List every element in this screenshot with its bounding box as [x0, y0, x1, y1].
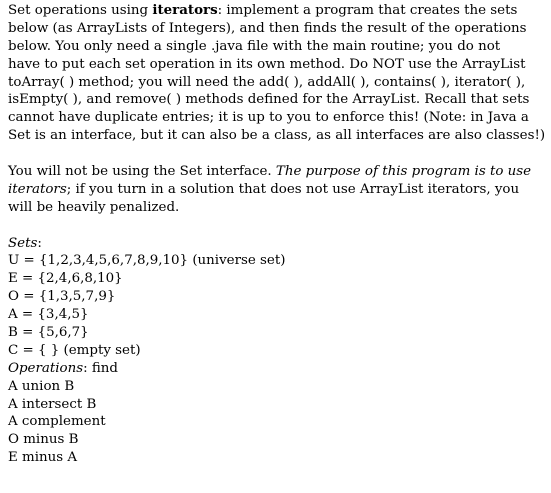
operations-heading-label: Operations [8, 360, 84, 376]
paragraph-spacer [8, 217, 543, 235]
operations-heading-suffix: : find [83, 360, 118, 376]
text-line: isEmpty( ), and remove( ) methods defined for the ArrayList. Recall that sets [8, 92, 530, 108]
instructions-paragraph [8, 2, 546, 145]
italic-text-segment: iterators [8, 181, 67, 197]
requirement-paragraph [8, 163, 543, 217]
operation-item: E minus A [8, 450, 78, 466]
operation-item: A intersect B [8, 396, 97, 412]
bold-keyword-iterators: iterators [152, 2, 218, 18]
text-line: cannot have duplicate entries; it is up to you to enforce this! (Note: in Java a [8, 110, 529, 126]
text-segment: : implement a program that creates the sets [217, 3, 518, 18]
set-definition: A = {3,4,5} [8, 307, 89, 323]
text-line [8, 163, 543, 181]
text-line: below (as ArrayLists of Integers), and then finds the result of the operations [8, 20, 527, 36]
operation-item: A union B [8, 378, 75, 394]
text-segment: You will not be using the Set interface. [8, 164, 276, 180]
operation-item: O minus B [8, 432, 79, 448]
text-line: Set is an interface, but it can also be a class, as all interfaces are also classes!) [8, 128, 546, 144]
set-definition: E = {2,4,6,8,10} [8, 271, 123, 287]
sets-section [8, 235, 543, 360]
operations-list [8, 378, 543, 467]
operation-item: A complement [8, 414, 106, 430]
set-definition: O = {1,3,5,7,9} [8, 289, 116, 305]
operations-section [8, 360, 543, 467]
text-line [8, 181, 543, 199]
text-segment: ; if you turn in a solution that does not use ArrayList iterators, you [66, 181, 520, 197]
set-definition: B = {5,6,7} [8, 325, 89, 341]
text-segment: Set operations using [8, 3, 153, 18]
text-line: below. You only need a single .java file with the main routine; you do not [8, 38, 501, 54]
paragraph-spacer [8, 145, 543, 163]
sets-heading [8, 235, 543, 253]
text-line [8, 2, 543, 20]
sets-heading-label: Sets [8, 235, 38, 251]
text-line: have to put each set operation in its own method. Do NOT use the ArrayList [8, 56, 526, 72]
set-definition: U = {1,2,3,4,5,6,7,8,9,10} (universe set) [8, 253, 286, 269]
sets-list [8, 252, 543, 359]
operations-heading [8, 360, 543, 378]
text-line: toArray( ) method; you will need the add( ), addAll( ), contains( ), iterator( ), [8, 74, 526, 90]
italic-text-segment: The purpose of this program is to use [275, 164, 532, 180]
text-line: will be heavily penalized. [8, 199, 180, 215]
set-definition: C = { } (empty set) [8, 342, 141, 358]
sets-heading-colon: : [37, 235, 42, 251]
